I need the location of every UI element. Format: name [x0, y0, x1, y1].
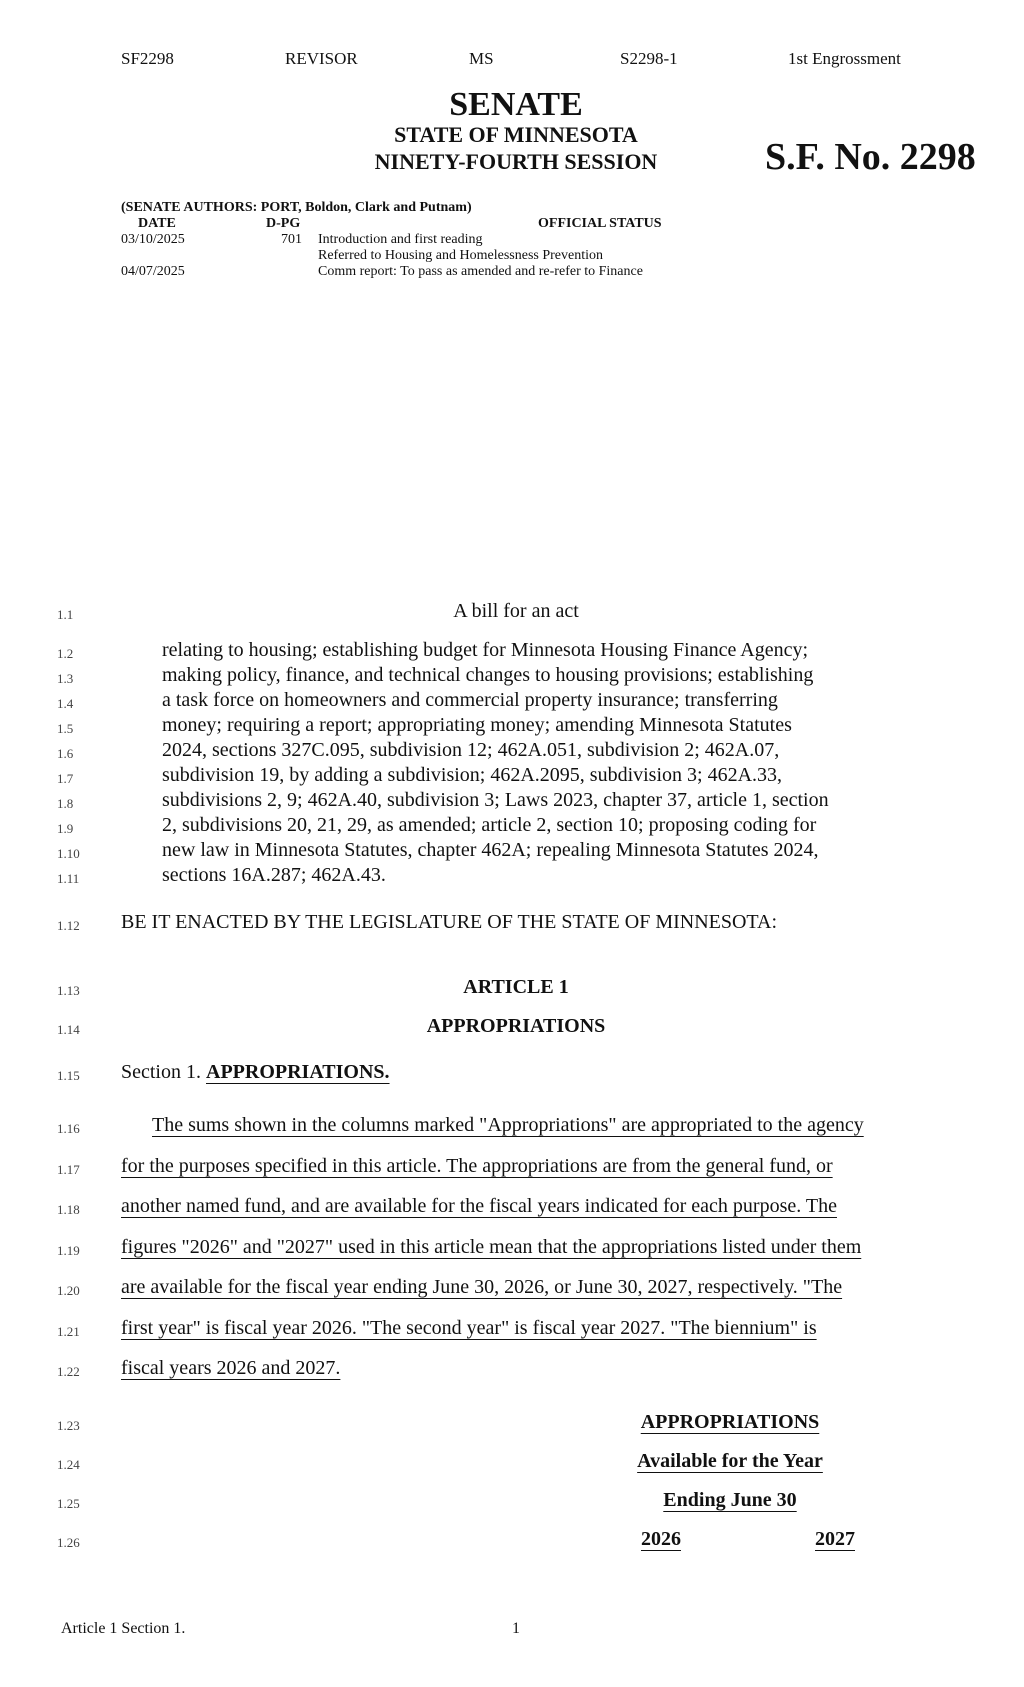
article-title: APPROPRIATIONS [426, 1015, 606, 1037]
title-line: 2024, sections 327C.095, subdivision 12; 462A.051, subdivision 2; 462A.07, [162, 739, 780, 761]
article-heading: ARTICLE 1 [463, 976, 569, 998]
page-number: 1 [512, 1620, 520, 1637]
line-number: 1.8 [57, 796, 74, 811]
line-number: 1.17 [57, 1162, 80, 1177]
ending-june-30: Ending June 30 [663, 1489, 797, 1511]
header-engrossment: 1st Engrossment [788, 49, 901, 68]
title-line: a task force on homeowners and commercial property insurance; transferring [162, 689, 778, 711]
line-number: 1.24 [57, 1457, 80, 1472]
status-text: Referred to Housing and Homelessness Prevention [318, 248, 603, 263]
state-title: STATE OF MINNESOTA [394, 122, 638, 147]
line-number: 1.5 [57, 721, 74, 736]
section-text-line: for the purposes specified in this article. The appropriations are from the general fund, or [121, 1155, 833, 1177]
header-revisor: REVISOR [285, 49, 358, 68]
year-2026: 2026 [641, 1528, 681, 1550]
section-text-line: first year" is fiscal year 2026. "The second year" is fiscal year 2027. "The biennium" is [121, 1317, 817, 1339]
footer-section: Article 1 Section 1. [61, 1620, 186, 1637]
header-bill-id: SF2298 [121, 49, 174, 68]
line-number: 1.11 [57, 871, 80, 886]
session-title: NINETY-FOURTH SESSION [374, 149, 658, 174]
status-col-date: DATE [138, 216, 176, 231]
line-number: 1.3 [57, 671, 74, 686]
section-text-line: are available for the fiscal year ending June 30, 2026, or June 30, 2027, respectively. "The [121, 1276, 843, 1298]
line-number: 1.13 [57, 983, 80, 998]
year-2027: 2027 [815, 1528, 855, 1550]
line-number: 1.22 [57, 1364, 80, 1379]
bill-for-an-act: A bill for an act [453, 600, 579, 622]
status-date: 04/07/2025 [121, 264, 185, 279]
section-text-line: The sums shown in the columns marked "Appropriations" are appropriated to the agency [152, 1114, 864, 1136]
line-number: 1.26 [57, 1535, 80, 1550]
title-line: subdivision 19, by adding a subdivision; 462A.2095, subdivision 3; 462A.33, [162, 764, 783, 786]
section-text-line: fiscal years 2026 and 2027. [121, 1357, 341, 1379]
title-line: 2, subdivisions 20, 21, 29, as amended; article 2, section 10; proposing coding for [162, 814, 817, 836]
section-text-line: another named fund, and are available for the fiscal years indicated for each purpose. The [121, 1195, 837, 1217]
header-draft: S2298-1 [620, 49, 678, 68]
line-number: 1.16 [57, 1121, 80, 1136]
title-line: new law in Minnesota Statutes, chapter 462A; repealing Minnesota Statutes 2024, [162, 839, 819, 861]
title-line: subdivisions 2, 9; 462A.40, subdivision 3; Laws 2023, chapter 37, article 1, section [162, 789, 829, 811]
available-for-year: Available for the Year [637, 1450, 823, 1472]
status-text: Comm report: To pass as amended and re-refer to Finance [318, 264, 643, 279]
line-number: 1.10 [57, 846, 80, 861]
line-number: 1.9 [57, 821, 74, 836]
appropriations-heading: APPROPRIATIONS [640, 1411, 820, 1433]
status-dpg: 701 [281, 232, 302, 247]
line-number: 1.19 [57, 1243, 80, 1258]
line-number: 1.4 [57, 696, 74, 711]
section-text-line: figures "2026" and "2027" used in this article mean that the appropriations listed under them [121, 1236, 862, 1258]
enacting-clause: BE IT ENACTED BY THE LEGISLATURE OF THE STATE OF MINNESOTA: [121, 911, 778, 933]
line-number: 1.20 [57, 1283, 80, 1298]
line-number: 1.23 [57, 1418, 80, 1433]
line-number: 1.1 [57, 607, 74, 622]
section-heading [121, 1061, 390, 1084]
line-number: 1.14 [57, 1022, 80, 1037]
line-number: 1.25 [57, 1496, 80, 1511]
line-number: 1.15 [57, 1068, 80, 1083]
line-number: 1.7 [57, 771, 74, 786]
senate-authors: (SENATE AUTHORS: PORT, Boldon, Clark and Putnam) [121, 200, 472, 215]
section-number: Section 1. [121, 1061, 206, 1083]
status-col-official: OFFICIAL STATUS [538, 216, 662, 231]
chamber-title: SENATE [449, 86, 583, 123]
line-number: 1.12 [57, 918, 80, 933]
line-number: 1.18 [57, 1202, 80, 1217]
header-initials: MS [469, 49, 494, 68]
line-number: 1.6 [57, 746, 74, 761]
title-line: relating to housing; establishing budget for Minnesota Housing Finance Agency; [162, 639, 809, 661]
status-col-dpg: D-PG [266, 216, 301, 231]
title-line: sections 16A.287; 462A.43. [162, 864, 386, 886]
title-line: making policy, finance, and technical changes to housing provisions; establishing [162, 664, 814, 686]
line-number: 1.21 [57, 1324, 80, 1339]
title-line: money; requiring a report; appropriating money; amending Minnesota Statutes [162, 714, 792, 736]
status-text: Introduction and first reading [318, 232, 483, 247]
section-title: APPROPRIATIONS. [206, 1061, 390, 1083]
bill-number: S.F. No. 2298 [765, 136, 976, 178]
line-number: 1.2 [57, 646, 74, 661]
status-date: 03/10/2025 [121, 232, 185, 247]
